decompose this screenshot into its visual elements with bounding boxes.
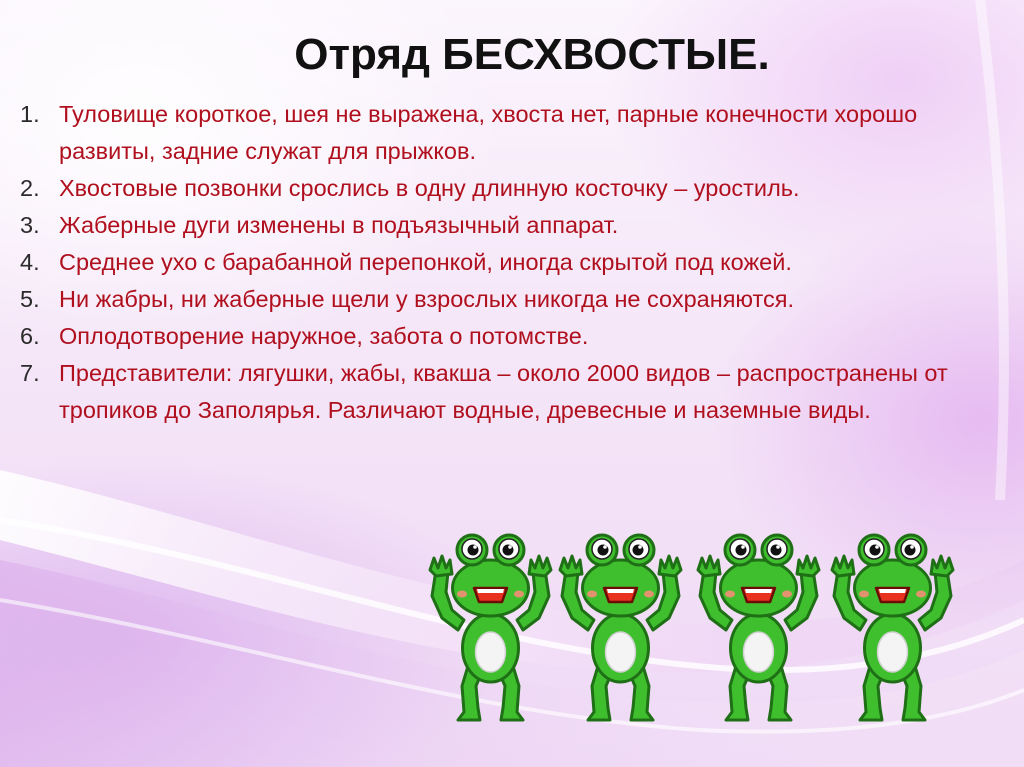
list-item: [20, 207, 1000, 244]
list-item-text: Хвостовые позвонки срослись в одну длинную косточку – уростиль.: [59, 175, 800, 201]
frog-illustrations: [428, 526, 960, 730]
characteristics-list: [20, 96, 1000, 429]
list-item-number: 6.: [20, 323, 40, 349]
list-item: [20, 244, 1000, 281]
list-item-number: 3.: [20, 212, 40, 238]
list-item-text: Туловище короткое, шея не выражена, хвоста нет, парные конечности хорошо развиты, задние служат для прыжков.: [59, 101, 918, 164]
frog-icon: [830, 526, 955, 726]
frog-icon: [428, 526, 553, 726]
list-item-text: Среднее ухо с барабанной перепонкой, иногда скрытой под кожей.: [59, 249, 792, 275]
list-item-number: 2.: [20, 175, 40, 201]
list-item: [20, 281, 1000, 318]
list-item-text: Ни жабры, ни жаберные щели у взрослых никогда не сохраняются.: [59, 286, 795, 312]
list-item-number: 1.: [20, 101, 40, 127]
list-item-text: Представители: лягушки, жабы, квакша – около 2000 видов – распространены от тропиков до Заполярья. Различают водные, древесные и наземные виды.: [59, 360, 948, 423]
list-item: [20, 318, 1000, 355]
frog-icon: [558, 526, 683, 726]
list-item: [20, 170, 1000, 207]
list-item-text: Жаберные дуги изменены в подъязычный аппарат.: [59, 212, 619, 238]
list-item-text: Оплодотворение наружное, забота о потомстве.: [59, 323, 589, 349]
slide-title: Отряд БЕСХВОСТЫЕ.: [294, 30, 770, 79]
list-item-number: 4.: [20, 249, 40, 275]
frog-icon: [696, 526, 821, 726]
list-item-number: 5.: [20, 286, 40, 312]
list-item: [20, 355, 1000, 429]
list-item: [20, 96, 1000, 170]
list-item-number: 7.: [20, 360, 40, 386]
